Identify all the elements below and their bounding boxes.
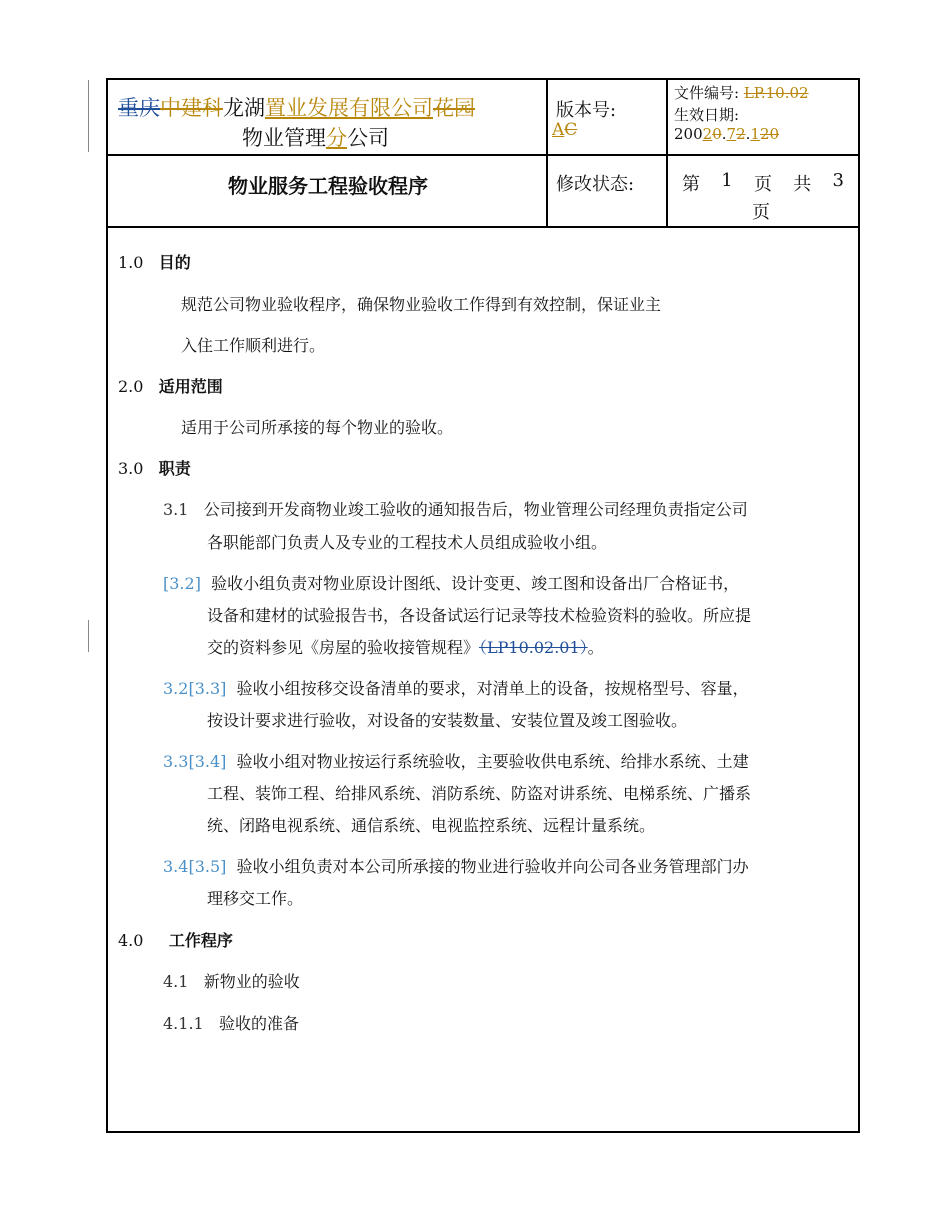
list-item: 3.1 公司接到开发商物业竣工验收的通知报告后，物业管理公司经理负责指定公司 [163,500,748,519]
version-value: AC [552,120,578,140]
page-indicator-suffix: 页 [752,202,770,223]
list-item-continuation: 按设计要求进行验收，对设备的安装数量、安装位置及竣工图验收。 [207,711,688,730]
doc-number: 文件编号: LP.10.02 [674,84,809,102]
list-item-continuation: 工程、装饰工程、给排风系统、消防系统、防盗对讲系统、电梯系统、广播系 [207,784,752,803]
list-item-continuation: 设备和建材的试验报告书，各设备试运行记录等技术检验资料的验收。所应提 [207,606,752,625]
list-item-continuation: 交的资料参见《房屋的验收接管规程》（LP10.02.01）。 [207,638,604,657]
subsection-heading: 4.1 新物业的验收 [163,972,300,991]
modification-status-label: 修改状态: [556,174,635,195]
page-indicator: 第 1 页 共 3 [682,170,844,195]
section-1-text: 规范公司物业验收程序，确保物业验收工作得到有效控制，保证业主 [181,295,662,314]
section-1-heading: 1.0 目的 [118,253,191,272]
effective-date-label: 生效日期: [674,106,740,124]
effective-date-value: 20020.72.120 [674,125,780,143]
section-2-text: 适用于公司所承接的每个物业的验收。 [181,418,454,437]
header-col-divider [546,78,548,228]
subsection-heading: 4.1.1 验收的准备 [163,1014,299,1033]
section-4-heading: 4.0 工作程序 [118,931,233,950]
list-item: [3.2] 验收小组负责对物业原设计图纸、设计变更、竣工图和设备出厂合格证书， [163,574,740,593]
header-col-divider [666,78,668,228]
company-name-line1: 重庆中建科龙湖置业发展有限公司花园 [118,96,475,120]
header-divider [106,154,858,156]
document-title: 物业服务工程验收程序 [228,174,428,198]
section-2-heading: 2.0 适用范围 [118,377,223,396]
list-item-continuation: 统、闭路电视系统、通信系统、电视监控系统、远程计量系统。 [207,816,656,835]
list-item: 3.3[3.4] 验收小组对物业按运行系统验收，主要验收供电系统、给排水系统、土建 [163,752,749,771]
list-item-continuation: 理移交工作。 [207,889,304,908]
section-1-text: 入住工作顺利进行。 [181,336,326,355]
header-bottom-line [106,226,858,228]
change-bar [88,620,89,652]
list-item: 3.4[3.5] 验收小组负责对本公司所承接的物业进行验收并向公司各业务管理部门办 [163,857,749,876]
section-3-heading: 3.0 职责 [118,459,191,478]
company-name-line2: 物业管理分公司 [242,126,389,150]
change-bar [88,80,89,152]
list-item-continuation: 各职能部门负责人及专业的工程技术人员组成验收小组。 [207,533,608,552]
version-label: 版本号: [556,100,617,121]
list-item: 3.2[3.3] 验收小组按移交设备清单的要求，对清单上的设备，按规格型号、容量， [163,679,749,698]
